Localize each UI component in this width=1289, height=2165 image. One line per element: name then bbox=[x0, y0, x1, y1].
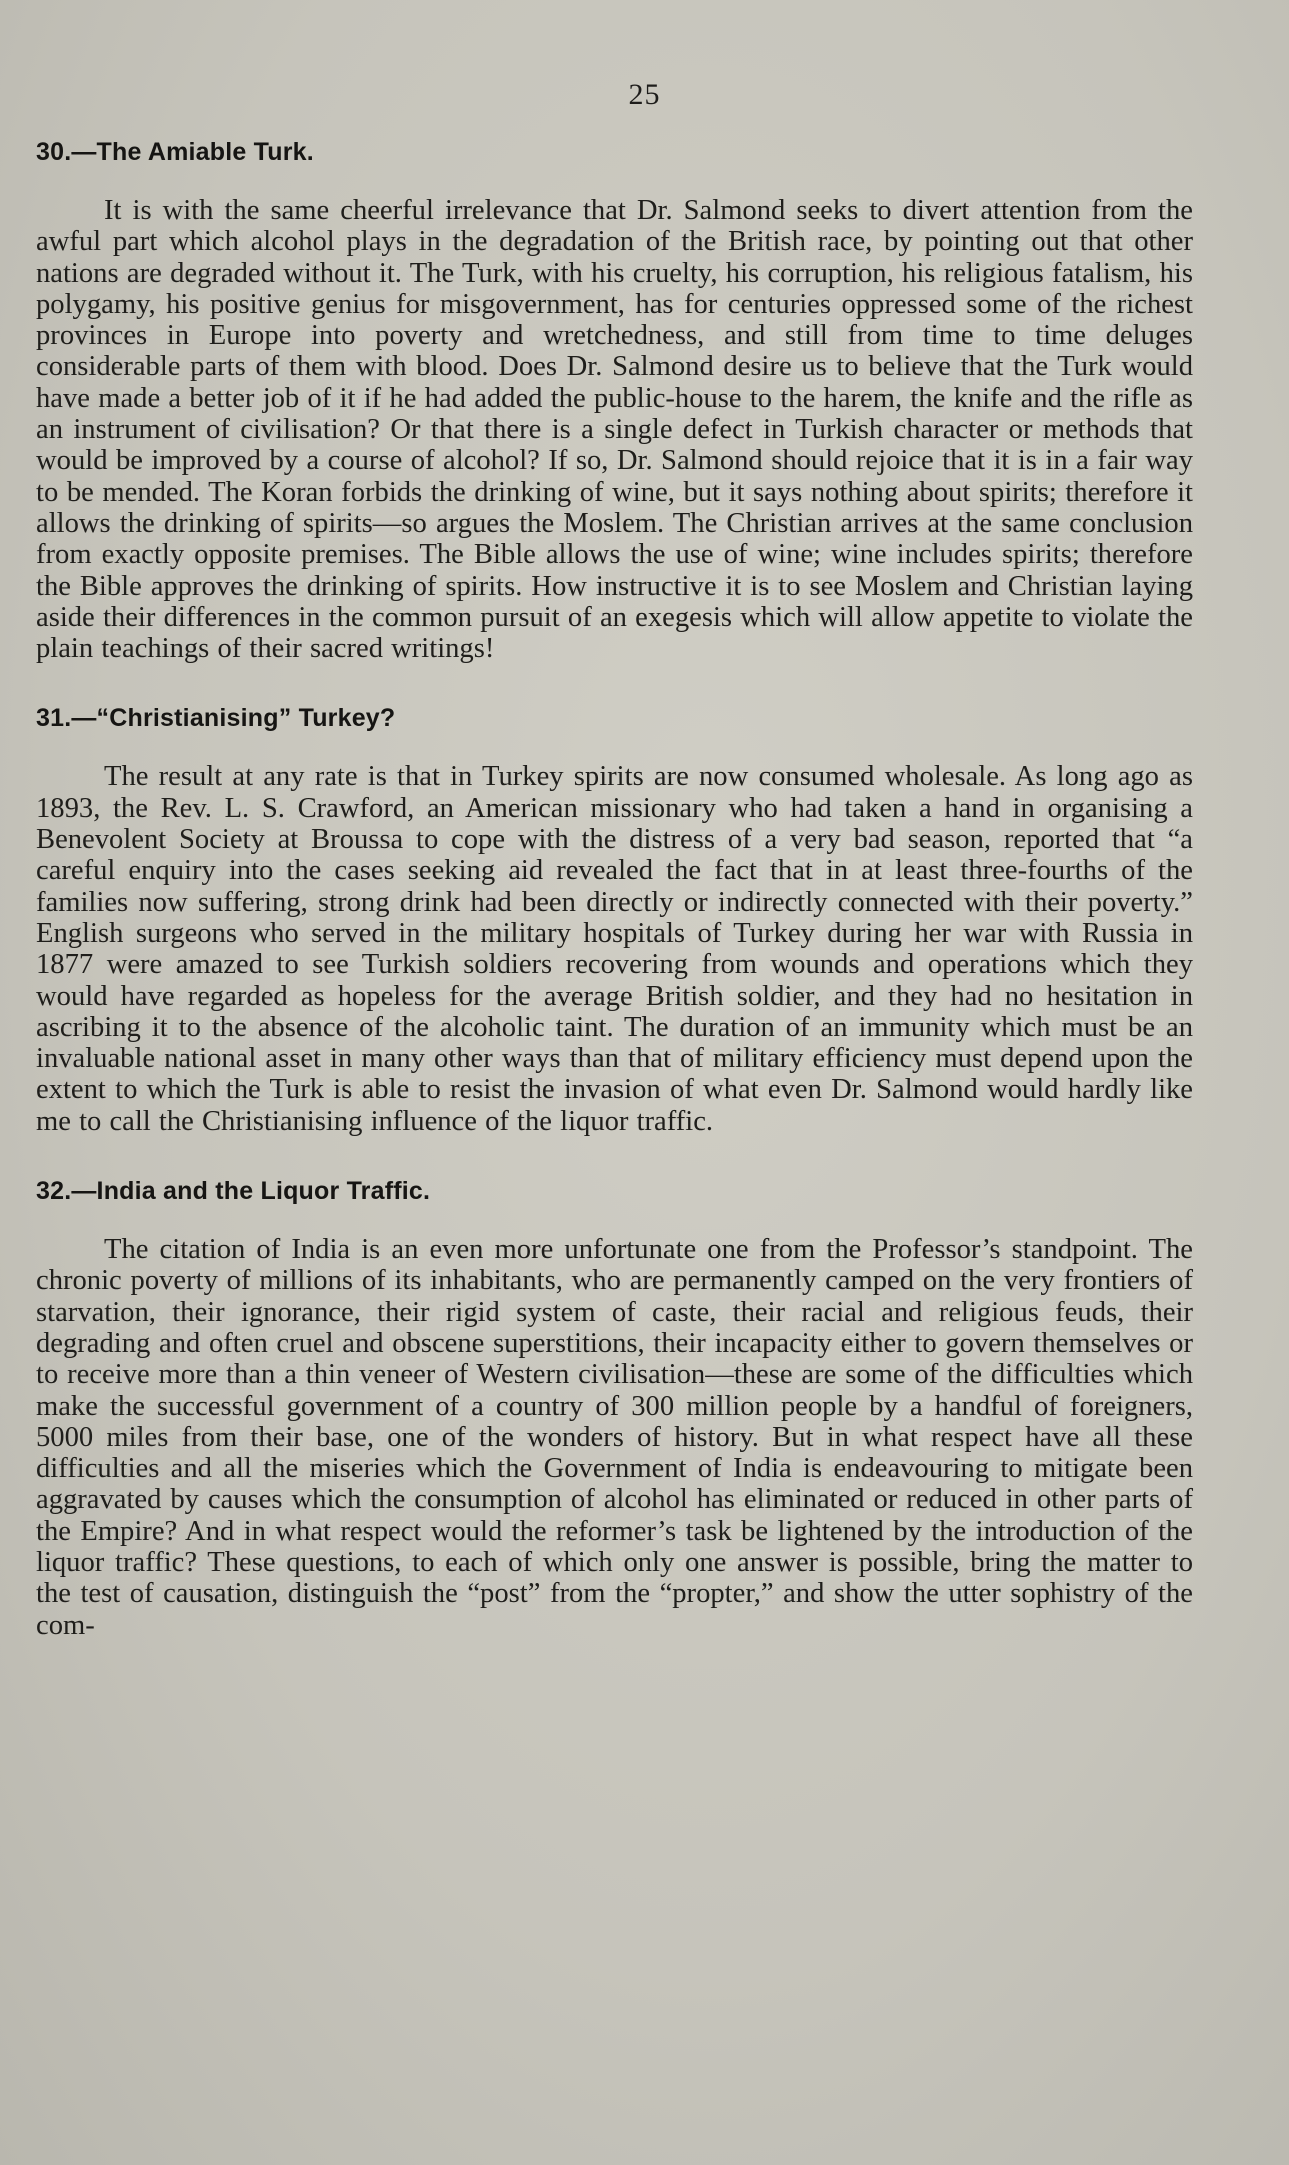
section-32 bbox=[36, 1177, 1193, 1641]
section-paragraph: It is with the same cheerful irrelevance that Dr. Salmond seeks to divert attention from the awful part which alcohol plays in the degradation of the British race, by pointing out that other nations are degraded without it. The Turk, with his cruelty, his corruption, his religious fatalism, his polygamy, his positive genius for misgovernment, has for centuries oppressed some of the richest provinces in Europe into poverty and wretchedness, and still from time to time deluges considerable parts of them with blood. Does Dr. Salmond desire us to believe that the Turk would have made a better job of it if he had added the public-house to the harem, the knife and the rifle as an instrument of civilisation? Or that there is a single defect in Turkish character or methods that would be improved by a course of alcohol? If so, Dr. Salmond should rejoice that it is in a fair way to be mended. The Koran forbids the drinking of wine, but it says nothing about spirits; therefore it allows the drinking of spirits—so argues the Moslem. The Christian arrives at the same conclusion from exactly opposite premises. The Bible allows the use of wine; wine includes spirits; therefore the Bible approves the drinking of spirits. How instructive it is to see Moslem and Christian laying aside their differences in the common pursuit of an exegesis which will allow appetite to violate the plain teachings of their sacred writings! bbox=[36, 195, 1193, 665]
section-heading: 31.—“Christianising” Turkey? bbox=[36, 704, 396, 733]
section-heading: 32.—India and the Liquor Traffic. bbox=[36, 1177, 431, 1206]
section-paragraph: The result at any rate is that in Turkey spirits are now consumed wholesale. As long ago as 1893, the Rev. L. S. Crawford, an American missionary who had taken a hand in organising a Benevolent Society at Broussa to cope with the distress of a very bad season, reported that “a careful enquiry into the cases seeking aid revealed the fact that in at least three-fourths of the families now suffering, strong drink had been directly or indirectly connected with their poverty.” English surgeons who served in the military hospitals of Turkey during her war with Russia in 1877 were amazed to see Turkish soldiers recovering from wounds and operations which they would have regarded as hopeless for the average British soldier, and they had no hesitation in ascribing it to the absence of the alcoholic taint. The duration of an immunity which must be an invaluable national asset in many other ways than that of military efficiency must depend upon the extent to which the Turk is able to resist the invasion of what even Dr. Salmond would hardly like me to call the Christianising influence of the liquor traffic. bbox=[36, 761, 1193, 1137]
section-paragraph: The citation of India is an even more unfortunate one from the Professor’s standpoint. The chronic poverty of millions of its inhabitants, who are permanently camped on the very frontiers of starvation, their ignorance, their rigid system of caste, their racial and religious feuds, their degrading and often cruel and obscene superstitions, their incapacity either to govern themselves or to receive more than a thin veneer of Western civilisation—these are some of the difficulties which make the successful government of a country of 300 million people by a handful of foreigners, 5000 miles from their base, one of the wonders of history. But in what respect have all these difficulties and all the miseries which the Government of India is endeavouring to mitigate been aggravated by causes which the consumption of alcohol has eliminated or reduced in other parts of the Empire? And in what respect would the reformer’s task be lightened by the introduction of the liquor traffic? These questions, to each of which only one answer is possible, bring the matter to the test of causation, distinguish the “post” from the “propter,” and show the utter sophistry of the com- bbox=[36, 1234, 1193, 1641]
section-30 bbox=[36, 138, 1193, 664]
section-heading: 30.—The Amiable Turk. bbox=[36, 138, 314, 166]
page-number: 25 bbox=[628, 78, 661, 111]
page-content bbox=[36, 138, 1193, 1671]
section-31 bbox=[36, 704, 1193, 1137]
